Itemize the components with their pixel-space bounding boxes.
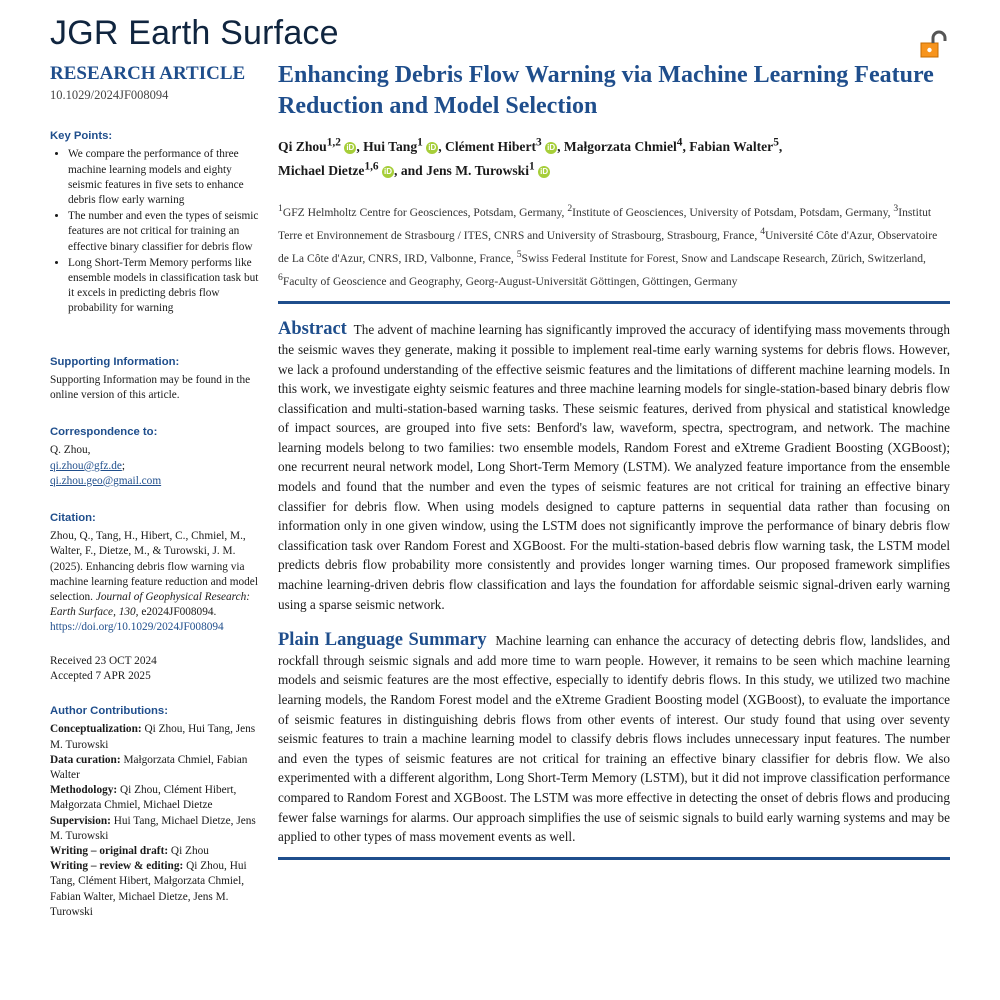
abstract-section: [278, 320, 950, 614]
open-lock-icon: [918, 30, 948, 60]
pls-section: [278, 631, 950, 847]
abstract-heading: Abstract: [278, 319, 347, 340]
orcid-icon[interactable]: iD: [346, 142, 355, 152]
author: Qi Zhou$^{1,2}$ iD ,: [278, 136, 364, 154]
author: Hui Tang$^1$ iD ,: [363, 136, 446, 154]
supporting-text: Supporting Information may be found in the online version of this article.: [50, 373, 251, 402]
key-points-list: [50, 147, 265, 316]
contribution-item: [50, 753, 265, 783]
contribution-role: Data curation:: [50, 753, 121, 766]
key-points-heading: Key Points:: [50, 130, 113, 143]
contribution-role: Writing – review & editing:: [50, 860, 184, 873]
author: Michael Dietze$^{1,6}$ iD , and: [278, 160, 427, 179]
citation-link[interactable]: https://doi.org/10.1029/2024JF008094: [50, 621, 224, 634]
correspondence-name: Q. Zhou,: [50, 444, 91, 457]
orcid-icon[interactable]: iD: [547, 142, 556, 152]
contribution-role: Conceptualization:: [50, 723, 142, 736]
contribution-names: Małgorzata Chmiel, Fabian Walter: [50, 753, 248, 781]
email-link-1[interactable]: qi.zhou@gfz.de: [50, 459, 122, 472]
affiliations: $^1$GFZ Helmholtz Centre for Geosciences, Potsdam, Germany, $^2$Institute of Geosciences, University of Potsdam, Potsdam, Germany, $^3$Institut Terre et Environnement de Strasbourg / ITES, CNRS and University of Strasbourg, Strasbourg, France, $^4$Université Côte d'Azur, Observatoire de La Côte d'Azur, CNRS, IRD, Valbonne, France, $^5$Swiss Federal Institute for Forest, Snow and Landscape Research, Zürich, Switzerland, $^6$Faculty of Geoscience and Geography, Georg-August-Universität Göttingen, Göttingen, Germany: [278, 203, 938, 289]
citation-text: [50, 529, 265, 635]
abstract-text: The advent of machine learning has significantly improved the accuracy of identifying mass movements through the seismic waves they generate, making it possible to implement real-time early warning systems for debris flows. However, we lack a profound understanding of the effective seismic features and the limitations of different machine learning models. In this work, we investigate eighty seismic features and three machine learning models for single-station-based binary debris flow classification and multi-station-based warning tasks. These seismic features, derived from physical and statistical knowledge of impact sources, are grouped into five sets: Benford's law, waveform, spectra, spectrogram, and network. The machine learning models belong to two families: two ensemble models, Random Forest and eXtreme Gradient Boosting (XGBoost); one recurrent neural network model, Long Short-Term Memory (LSTM). We analyzed feature importance from the ensemble models and found that the number and even the types of seismic features are not critical for training an effective binary classifier for debris flow. When using models designed to capture patterns in sequential data rather than focusing on information only in one given window, using the LSTM does not significantly improve the performance of binary debris flow classification task over Random Forest and XGBoost. For the multi-station-based debris flow warning task, the LSTM model predicts debris flow probability more consistently and provides longer warning times. Our proposed framework simplifies machine learning-driven debris flow classification and lays the foundation for affordable seismic signal-driven early warning using a sparse seismic network.: [278, 322, 950, 612]
contribution-names: Hui Tang, Michael Dietze, Jens M. Turowski: [50, 814, 256, 842]
contribution-role: Methodology:: [50, 784, 118, 797]
section-divider: [278, 301, 950, 304]
sidebar: [50, 62, 265, 920]
main-column: [278, 60, 950, 860]
email-separator: ;: [121, 459, 126, 472]
author: Małgorzata Chmiel$^4$,: [563, 136, 690, 154]
article-title: Enhancing Debris Flow Warning via Machine Learning Feature Reduction and Model Selection: [278, 62, 934, 119]
contribution-role: Writing – original draft:: [50, 844, 169, 857]
contribution-role: Supervision:: [50, 814, 111, 827]
author-list: [278, 132, 950, 181]
email-link-2[interactable]: qi.zhou.geo@gmail.com: [50, 474, 162, 487]
article-type: RESEARCH ARTICLE: [50, 63, 246, 84]
author: Jens M. Turowski$^1$ iD: [426, 160, 549, 179]
contribution-names: Qi Zhou, Hui Tang, Jens M. Turowski: [50, 723, 256, 751]
pls-text: Machine learning can enhance the accuracy of detecting debris flow, landslides, and rockfall through seismic signals and add more time to warn people. However, it remains to be seen which machine learning models and seismic features are the most effective, especially to identify debris flows. In this study, we utilized two machine learning models, the Random Forest model and the eXtreme Gradient Boosting model (XGBoost), to evaluate the importance of seismic features in distinguishing debris flows from other events of interest. Our study found that using over seventy seismic features to train a machine learning model to classify debris flows includes unnecessary input features. The number and even the types of seismic features are not critical for training an effective binary classifier for debris flow. We also experimented with a different algorithm, Long Short-Term Memory (LSTM), but it did not improve classification performance compared to Random Forest and XGBoost. The LSTM was more effective in detecting the onset of debris flows and producing fewer false warnings for alarms. Our approach simplifies the use of seismic signals to build early warning systems and may be applied to other types of mass movement events as well.: [278, 633, 951, 845]
contribution-item: [50, 783, 265, 813]
key-point: • The number and even the types of seismic features are not critical for training an effective binary classifier for debris flow: [68, 209, 265, 255]
pls-heading: Plain Language Summary: [278, 630, 487, 651]
journal-title: JGR Earth Surface: [50, 14, 339, 52]
key-point: • Long Short-Term Memory performs like ensemble models in classification task but it excels in predicting debris flow probability for warning: [68, 256, 265, 317]
contributions-list: [50, 722, 265, 920]
citation-journal: Journal of Geophysical Research: Earth Surface, 130,: [50, 591, 251, 619]
orcid-icon[interactable]: iD: [540, 167, 549, 177]
contribution-names: Qi Zhou: [170, 844, 209, 857]
doi: 10.1029/2024JF008094: [50, 88, 169, 102]
contribution-names: Qi Zhou, Hui Tang, Clément Hibert, Małgorzata Chmiel, Fabian Walter, Michael Dietze, Jens M. Turowski: [50, 860, 247, 918]
author: Fabian Walter$^5$,: [689, 136, 783, 154]
citation-id: e2024JF008094.: [141, 606, 217, 619]
citation-heading: Citation:: [50, 512, 96, 525]
contribution-item: [50, 844, 265, 859]
contribution-item: [50, 859, 265, 920]
citation-body: Zhou, Q., Tang, H., Hibert, C., Chmiel, M., Walter, F., Dietze, M., & Turowski, J. M. (2025). Enhancing debris flow warning via machine learning feature reduction and model selection.: [50, 530, 258, 604]
contributions-heading: Author Contributions:: [50, 705, 168, 718]
supporting-heading: Supporting Information:: [50, 355, 180, 368]
contribution-item: [50, 722, 265, 752]
orcid-icon[interactable]: iD: [428, 142, 437, 152]
accepted-date: Accepted 7 APR 2025: [50, 669, 151, 682]
author: Clément Hibert$^3$ iD ,: [445, 136, 564, 154]
orcid-icon[interactable]: iD: [384, 167, 393, 177]
contribution-names: Qi Zhou, Clément Hibert, Małgorzata Chmiel, Michael Dietze: [50, 784, 237, 812]
contribution-item: [50, 814, 265, 844]
correspondence-heading: Correspondence to:: [50, 426, 158, 439]
key-point: • We compare the performance of three machine learning models and eighty seismic features in five sets to enhance debris flow early warning: [68, 147, 265, 208]
section-divider: [278, 857, 950, 860]
received-date: Received 23 OCT 2024: [50, 654, 157, 667]
